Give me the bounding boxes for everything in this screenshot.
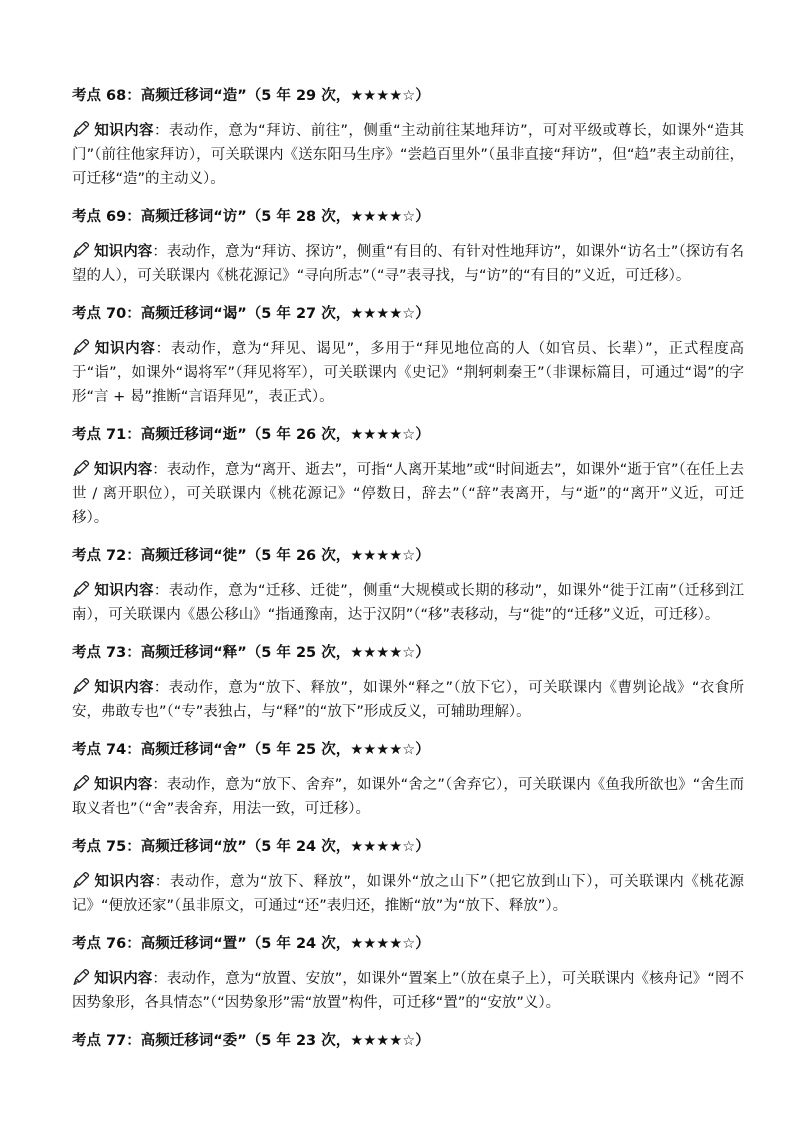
knowledge-content: [72, 337, 744, 409]
knowledge-content-label: 知识内容: [94, 874, 155, 890]
pencil-icon: [72, 339, 90, 355]
kaodian-title: 考点 74：高频迁移词“舍”（5 年 25 次，★★★★☆）: [72, 742, 430, 758]
knowledge-content: [72, 458, 744, 530]
knowledge-content-text: ：表动作，意为“放置、安放”，如课外“置案上”（放在桌子上），可关联课内《核舟记》“罔不因势象形，各具情态”（“因势象形”需“放置”构件，可迁移“置”的“安放”义）。: [72, 971, 744, 1011]
kaodian-title: 考点 76：高频迁移词“置”（5 年 24 次，★★★★☆）: [72, 936, 430, 952]
knowledge-content-label: 知识内容: [94, 244, 153, 260]
knowledge-content: [72, 773, 744, 821]
kaodian-title: 考点 70：高频迁移词“谒”（5 年 27 次，★★★★☆）: [72, 306, 430, 322]
kaodian-section: [72, 304, 744, 409]
knowledge-content-label: 知识内容: [94, 680, 154, 696]
pencil-icon: [72, 581, 90, 597]
kaodian-section: [72, 934, 744, 1015]
knowledge-content: [72, 676, 744, 724]
knowledge-content: [72, 967, 744, 1015]
kaodian-section: [72, 425, 744, 530]
knowledge-content-text: ：表动作，意为“拜访、探访”，侧重“有目的、有针对性地拜访”，如课外“访名士”（探访有名望的人），可关联课内《桃花源记》“寻向所志”（“寻”表寻找，与“访”的“有目的”义近，可迁移）。: [72, 244, 745, 284]
knowledge-content: [72, 870, 744, 918]
knowledge-content-label: 知识内容: [94, 462, 153, 478]
pencil-icon: [72, 678, 90, 694]
kaodian-list: [72, 86, 744, 1052]
knowledge-content-text: ：表动作，意为“放下、释放”，如课外“释之”（放下它），可关联课内《曹刿论战》“衣食所安，弗敢专也”（“专”表独占，与“释”的“放下”形成反义，可辅助理解）。: [72, 680, 745, 720]
knowledge-content-text: ：表动作，意为“拜见、谒见”，多用于“拜见地位高的人（如官员、长辈）”，正式程度高于“诣”，如课外“谒将军”（拜见将军），可关联课内《史记》“荆轲刺秦王”（非课标篇目，可通过“谒”的字形“言 + 曷”推断“言语拜见”，表正式）。: [72, 341, 745, 405]
kaodian-section: [72, 643, 744, 724]
kaodian-section: [72, 86, 744, 191]
kaodian-title: 考点 72：高频迁移词“徙”（5 年 26 次，★★★★☆）: [72, 548, 430, 564]
kaodian-title: 考点 69：高频迁移词“访”（5 年 28 次，★★★★☆）: [72, 209, 430, 225]
pencil-icon: [72, 242, 90, 258]
kaodian-title: 考点 77：高频迁移词“委”（5 年 23 次，★★★★☆）: [72, 1033, 430, 1049]
knowledge-content-label: 知识内容: [94, 123, 154, 139]
knowledge-content-label: 知识内容: [94, 777, 153, 793]
knowledge-content-text: ：表动作，意为“拜访、前往”，侧重“主动前往某地拜访”，可对平级或尊长，如课外“造其门”（前往他家拜访），可关联课内《送东阳马生序》“尝趋百里外”（虽非直接“拜访”，但“趋”表主动前往，可迁移“造”的主动义）。: [72, 123, 744, 187]
kaodian-section: [72, 1031, 744, 1052]
pencil-icon: [72, 969, 90, 985]
pencil-icon: [72, 872, 90, 888]
kaodian-title: 考点 75：高频迁移词“放”（5 年 24 次，★★★★☆）: [72, 839, 430, 855]
knowledge-content: [72, 119, 744, 191]
pencil-icon: [72, 460, 90, 476]
kaodian-section: [72, 837, 744, 918]
knowledge-content-label: 知识内容: [94, 971, 153, 987]
kaodian-title: 考点 68：高频迁移词“造”（5 年 29 次，★★★★☆）: [72, 88, 430, 104]
knowledge-content: [72, 579, 744, 627]
knowledge-content-label: 知识内容: [94, 583, 154, 599]
kaodian-title: 考点 71：高频迁移词“逝”（5 年 26 次，★★★★☆）: [72, 427, 430, 443]
pencil-icon: [72, 121, 90, 137]
knowledge-content-label: 知识内容: [94, 341, 156, 357]
knowledge-content-text: ：表动作，意为“放下、释放”，如课外“放之山下”（把它放到山下），可关联课内《桃花源记》“便放还家”（虽非原文，可通过“还”表归还，推断“放”为“放下、释放”）。: [72, 874, 745, 914]
kaodian-section: [72, 207, 744, 288]
knowledge-content-text: ：表动作，意为“放下、舍弃”，如课外“舍之”（舍弃它），可关联课内《鱼我所欲也》“舍生而取义者也”（“舍”表舍弃，用法一致，可迁移）。: [72, 777, 744, 817]
pencil-icon: [72, 775, 90, 791]
kaodian-title: 考点 73：高频迁移词“释”（5 年 25 次，★★★★☆）: [72, 645, 430, 661]
kaodian-section: [72, 546, 744, 627]
knowledge-content-text: ：表动作，意为“迁移、迁徙”，侧重“大规模或长期的移动”，如课外“徙于江南”（迁移到江南），可关联课内《愚公移山》“指通豫南，达于汉阴”（“移”表移动，与“徙”的“迁移”义近，可迁移）。: [72, 583, 745, 623]
knowledge-content: [72, 240, 744, 288]
kaodian-section: [72, 740, 744, 821]
knowledge-content-text: ：表动作，意为“离开、逝去”，可指“人离开某地”或“时间逝去”，如课外“逝于官”（在任上去世 / 离开职位），可关联课内《桃花源记》“停数日，辞去”（“辞”表离开，与“逝”的“离开”义近，可迁移）。: [72, 462, 745, 526]
